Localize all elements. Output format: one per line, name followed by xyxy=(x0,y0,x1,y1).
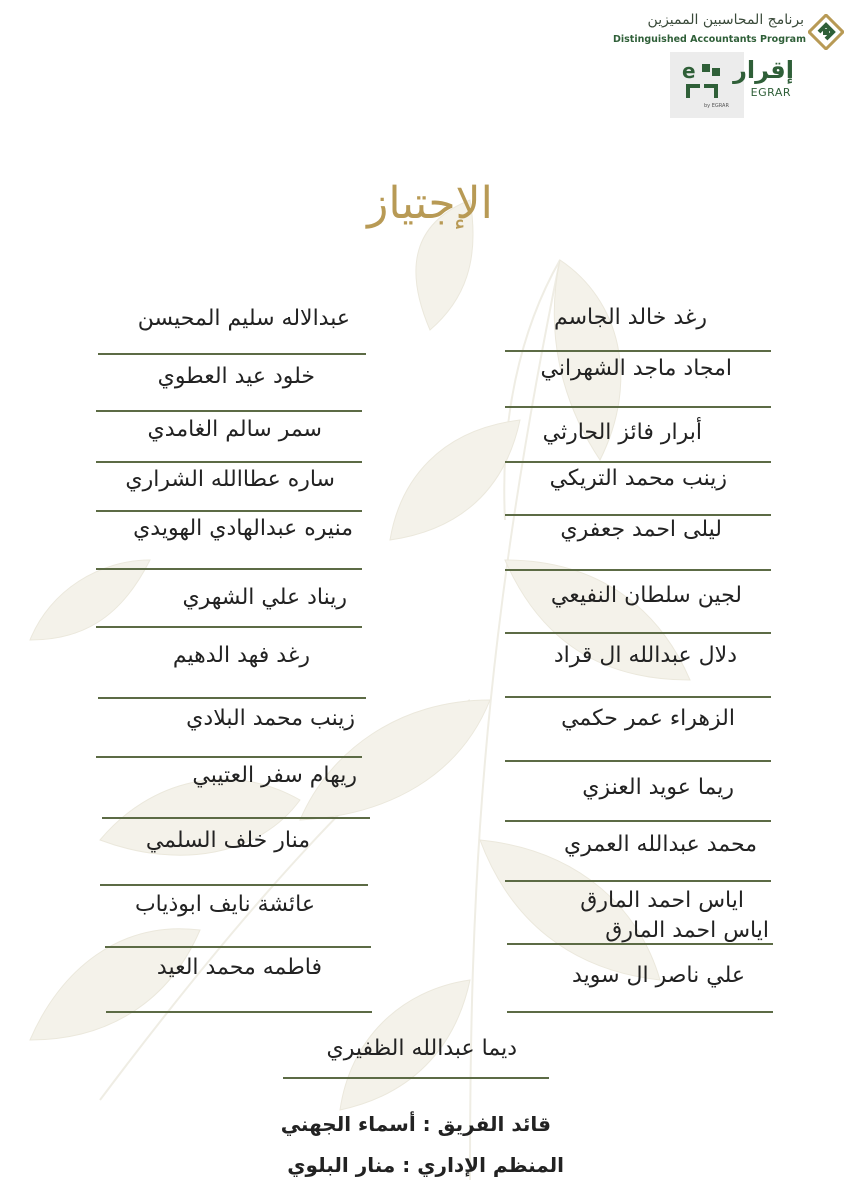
name-right-11: اياس احمد المارق xyxy=(580,888,744,913)
name-underline xyxy=(96,461,362,463)
name-underline xyxy=(505,696,771,698)
egrar-small-text: by EGRAR xyxy=(704,103,729,109)
name-underline xyxy=(96,626,362,628)
name-center: ديما عبدالله الظفيري xyxy=(326,1036,517,1061)
name-left-6: ريناد علي الشهري xyxy=(182,585,347,610)
egrar-name-ar: إقرار xyxy=(733,56,794,84)
name-left-4: ساره عطاالله الشراري xyxy=(125,467,335,492)
name-underline xyxy=(98,353,366,355)
name-right-9: ريما عويد العنزي xyxy=(582,775,734,800)
name-right-3: أبرار فائز الحارثي xyxy=(542,420,702,445)
name-underline xyxy=(505,820,771,822)
name-underline xyxy=(96,568,362,570)
admin-organizer-line: المنظم الإداري : منار البلوي xyxy=(287,1153,564,1177)
name-underline xyxy=(96,510,362,512)
name-right-2: امجاد ماجد الشهراني xyxy=(540,356,732,381)
name-left-7: رغد فهد الدهيم xyxy=(172,643,310,668)
name-underline xyxy=(505,569,771,571)
name-underline xyxy=(98,697,366,699)
name-underline xyxy=(507,1011,773,1013)
name-right-8: الزهراء عمر حكمي xyxy=(561,706,735,731)
egrar-wordmark xyxy=(734,56,794,100)
name-right-12: اياس احمد المارق xyxy=(605,918,769,943)
name-underline xyxy=(102,817,370,819)
name-left-3: سمر سالم الغامدي xyxy=(147,417,322,442)
name-right-4: زينب محمد التريكي xyxy=(549,466,727,491)
team-leader-line: قائد الفريق : أسماء الجهني xyxy=(280,1112,551,1136)
name-right-10: محمد عبدالله العمري xyxy=(564,832,757,857)
name-underline xyxy=(96,756,362,758)
name-underline xyxy=(100,884,368,886)
name-right-7: دلال عبدالله ال قراد xyxy=(553,643,737,668)
name-left-9: ريهام سفر العتيبي xyxy=(192,763,357,788)
name-underline xyxy=(505,350,771,352)
name-left-11: عائشة نايف ابوذياب xyxy=(134,892,315,917)
name-left-2: خلود عيد العطوي xyxy=(157,364,315,389)
program-logo-icon xyxy=(808,14,844,50)
program-name-en: Distinguished Accountants Program xyxy=(612,34,806,45)
name-underline xyxy=(105,946,371,948)
egrar-monogram-icon xyxy=(680,58,724,102)
name-left-5: منيره عبدالهادي الهويدي xyxy=(133,516,353,541)
name-right-13: علي ناصر ال سويد xyxy=(572,963,745,988)
name-underline xyxy=(106,1011,372,1013)
program-name-ar: برنامج المحاسبين المميزين xyxy=(647,12,804,28)
name-underline xyxy=(507,943,773,945)
name-left-10: منار خلف السلمي xyxy=(145,828,310,853)
name-left-1: عبدالاله سليم المحيسن xyxy=(137,306,350,331)
egrar-name-en: EGRAR xyxy=(750,86,791,99)
svg-text:e: e xyxy=(682,59,696,83)
program-logo xyxy=(612,10,850,54)
name-right-1: رغد خالد الجاسم xyxy=(553,305,707,330)
name-left-12: فاطمه محمد العيد xyxy=(156,955,322,980)
name-underline xyxy=(505,632,771,634)
name-underline xyxy=(505,760,771,762)
page-title: الإجتياز xyxy=(367,178,493,229)
name-underline xyxy=(505,514,771,516)
name-underline xyxy=(505,406,771,408)
name-underline xyxy=(283,1077,549,1079)
name-underline xyxy=(96,410,362,412)
name-underline xyxy=(505,461,771,463)
name-underline xyxy=(505,880,771,882)
name-right-5: ليلى احمد جعفري xyxy=(560,517,722,542)
name-right-6: لجين سلطان النفيعي xyxy=(550,583,742,608)
name-left-8: زينب محمد البلادي xyxy=(186,706,355,731)
